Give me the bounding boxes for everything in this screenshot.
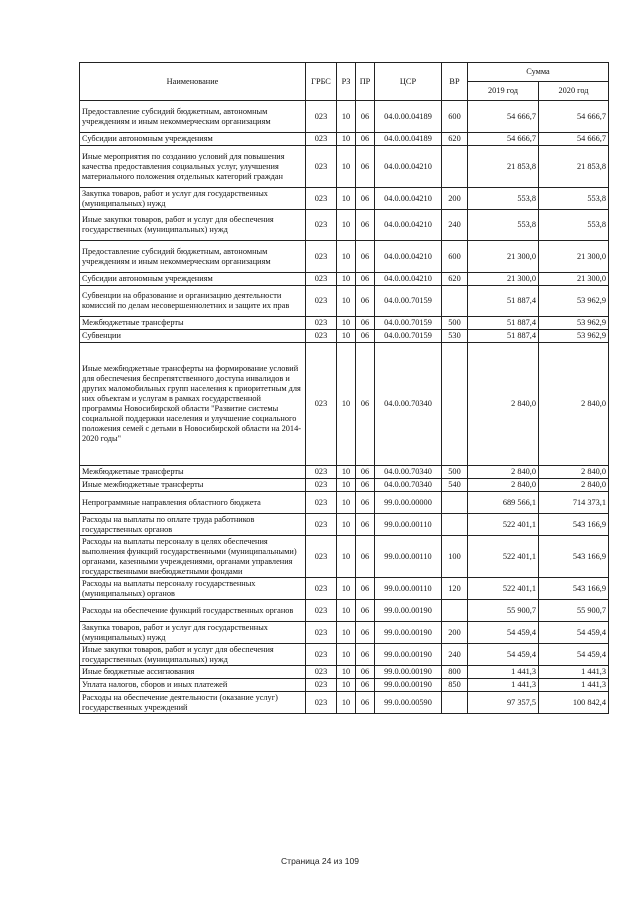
cell-name: Иные закупки товаров, работ и услуг для обеспечения государственных (муниципальных) нужд [80,210,306,241]
cell-rz: 10 [337,479,356,492]
cell-name: Иные межбюджетные трансферты [80,479,306,492]
cell-s2020: 2 840,0 [539,343,609,466]
cell-s2019: 21 853,8 [468,146,539,188]
table-row [80,343,609,466]
cell-pr: 06 [356,317,375,330]
cell-grbs: 023 [306,644,337,666]
cell-csr: 99.0.00.00190 [375,600,442,622]
header-name: Наименование [80,63,306,101]
table-row [80,133,609,146]
cell-grbs: 023 [306,146,337,188]
cell-csr: 04.0.00.70159 [375,286,442,317]
cell-s2019: 54 459,4 [468,644,539,666]
cell-s2019: 54 459,4 [468,622,539,644]
cell-s2020: 54 666,7 [539,101,609,133]
cell-vr [442,492,468,514]
cell-rz: 10 [337,514,356,536]
cell-s2020: 53 962,9 [539,317,609,330]
cell-pr: 06 [356,479,375,492]
cell-name: Субсидии автономным учреждениям [80,133,306,146]
cell-pr: 06 [356,330,375,343]
cell-s2020: 53 962,9 [539,330,609,343]
cell-grbs: 023 [306,679,337,692]
cell-vr [442,692,468,714]
cell-csr: 04.0.00.04189 [375,133,442,146]
cell-vr [442,514,468,536]
cell-s2020: 100 842,4 [539,692,609,714]
table-row [80,466,609,479]
cell-s2020: 2 840,0 [539,479,609,492]
cell-vr: 100 [442,536,468,578]
cell-grbs: 023 [306,133,337,146]
table-row [80,330,609,343]
cell-csr: 04.0.00.70340 [375,466,442,479]
cell-name: Субвенции на образование и организацию деятельности комиссий по делам несовершеннолетних и защите их прав [80,286,306,317]
cell-name: Межбюджетные трансферты [80,317,306,330]
header-2019: 2019 год [468,82,539,101]
table-row [80,578,609,600]
cell-s2020: 543 166,9 [539,536,609,578]
cell-s2019: 54 666,7 [468,133,539,146]
table-row [80,273,609,286]
cell-grbs: 023 [306,210,337,241]
cell-s2019: 54 666,7 [468,101,539,133]
cell-s2020: 543 166,9 [539,514,609,536]
table-row [80,241,609,273]
cell-csr: 04.0.00.70159 [375,317,442,330]
cell-csr: 04.0.00.04189 [375,101,442,133]
cell-name: Предоставление субсидий бюджетным, автономным учреждениям и иным некоммерческим организациям [80,241,306,273]
cell-s2019: 2 840,0 [468,479,539,492]
cell-s2020: 54 666,7 [539,133,609,146]
cell-csr: 99.0.00.00110 [375,578,442,600]
table-row [80,317,609,330]
cell-grbs: 023 [306,492,337,514]
table-row [80,286,609,317]
cell-s2020: 1 441,3 [539,679,609,692]
cell-grbs: 023 [306,536,337,578]
cell-s2020: 553,8 [539,188,609,210]
cell-s2019: 21 300,0 [468,241,539,273]
cell-pr: 06 [356,622,375,644]
cell-vr [442,146,468,188]
cell-vr: 600 [442,101,468,133]
cell-csr: 04.0.00.70159 [375,330,442,343]
cell-s2020: 553,8 [539,210,609,241]
cell-csr: 04.0.00.70340 [375,343,442,466]
cell-vr: 200 [442,188,468,210]
cell-rz: 10 [337,317,356,330]
header-pr: ПР [356,63,375,101]
cell-grbs: 023 [306,188,337,210]
cell-s2020: 2 840,0 [539,466,609,479]
table-row [80,644,609,666]
cell-csr: 04.0.00.04210 [375,273,442,286]
table-row [80,210,609,241]
header-grbs: ГРБС [306,63,337,101]
header-2020: 2020 год [539,82,609,101]
cell-grbs: 023 [306,466,337,479]
cell-csr: 04.0.00.04210 [375,146,442,188]
header-rz: РЗ [337,63,356,101]
cell-rz: 10 [337,578,356,600]
cell-name: Иные бюджетные ассигнования [80,666,306,679]
cell-name: Непрограммные направления областного бюджета [80,492,306,514]
table-row [80,536,609,578]
cell-csr: 04.0.00.04210 [375,241,442,273]
cell-s2019: 522 401,1 [468,578,539,600]
cell-grbs: 023 [306,241,337,273]
cell-name: Расходы на обеспечение деятельности (оказание услуг) государственных учреждений [80,692,306,714]
cell-name: Субсидии автономным учреждениям [80,273,306,286]
cell-csr: 99.0.00.00590 [375,692,442,714]
cell-s2020: 53 962,9 [539,286,609,317]
table-row [80,146,609,188]
table-row [80,492,609,514]
cell-grbs: 023 [306,622,337,644]
table-row [80,101,609,133]
table-row [80,600,609,622]
cell-vr: 540 [442,479,468,492]
cell-vr: 620 [442,133,468,146]
cell-csr: 99.0.00.00110 [375,514,442,536]
cell-grbs: 023 [306,666,337,679]
cell-vr: 500 [442,317,468,330]
cell-rz: 10 [337,622,356,644]
cell-name: Расходы на выплаты по оплате труда работников государственных органов [80,514,306,536]
cell-pr: 06 [356,679,375,692]
cell-csr: 99.0.00.00190 [375,622,442,644]
cell-grbs: 023 [306,343,337,466]
table-row [80,514,609,536]
cell-grbs: 023 [306,330,337,343]
cell-name: Предоставление субсидий бюджетным, автономным учреждениям и иным некоммерческим организациям [80,101,306,133]
cell-pr: 06 [356,600,375,622]
cell-vr: 240 [442,644,468,666]
cell-s2019: 553,8 [468,188,539,210]
cell-s2019: 97 357,5 [468,692,539,714]
cell-name: Расходы на выплаты персоналу в целях обеспечения выполнения функций государственными (муниципальными) органами, казенными учреждениями, органами управления государственными внебюджетными фондами [80,536,306,578]
cell-name: Уплата налогов, сборов и иных платежей [80,679,306,692]
cell-csr: 04.0.00.04210 [375,188,442,210]
cell-s2019: 1 441,3 [468,666,539,679]
cell-csr: 99.0.00.00110 [375,536,442,578]
cell-s2020: 714 373,1 [539,492,609,514]
cell-pr: 06 [356,188,375,210]
cell-s2019: 689 566,1 [468,492,539,514]
cell-rz: 10 [337,146,356,188]
cell-pr: 06 [356,343,375,466]
cell-rz: 10 [337,600,356,622]
cell-name: Иные мероприятия по созданию условий для повышения качества предоставления социальных услуг, улучшения материального положения отдельных категорий граждан [80,146,306,188]
cell-pr: 06 [356,146,375,188]
cell-rz: 10 [337,466,356,479]
cell-s2019: 51 887,4 [468,317,539,330]
cell-pr: 06 [356,273,375,286]
cell-name: Закупка товаров, работ и услуг для государственных (муниципальных) нужд [80,622,306,644]
cell-s2020: 54 459,4 [539,622,609,644]
cell-grbs: 023 [306,286,337,317]
cell-pr: 06 [356,286,375,317]
cell-vr: 600 [442,241,468,273]
cell-csr: 04.0.00.70340 [375,479,442,492]
cell-csr: 99.0.00.00190 [375,644,442,666]
cell-s2019: 21 300,0 [468,273,539,286]
budget-table [79,62,609,714]
cell-vr: 530 [442,330,468,343]
cell-s2020: 21 853,8 [539,146,609,188]
cell-grbs: 023 [306,692,337,714]
cell-rz: 10 [337,536,356,578]
cell-rz: 10 [337,273,356,286]
cell-pr: 06 [356,492,375,514]
cell-vr [442,343,468,466]
cell-vr [442,600,468,622]
cell-s2019: 2 840,0 [468,466,539,479]
cell-pr: 06 [356,101,375,133]
cell-pr: 06 [356,514,375,536]
cell-name: Субвенции [80,330,306,343]
cell-vr: 120 [442,578,468,600]
cell-pr: 06 [356,241,375,273]
cell-s2019: 51 887,4 [468,330,539,343]
cell-csr: 04.0.00.04210 [375,210,442,241]
cell-name: Расходы на выплаты персоналу государственных (муниципальных) органов [80,578,306,600]
header-csr: ЦСР [375,63,442,101]
table-row [80,666,609,679]
cell-s2020: 55 900,7 [539,600,609,622]
cell-rz: 10 [337,241,356,273]
cell-pr: 06 [356,692,375,714]
cell-grbs: 023 [306,514,337,536]
cell-vr: 500 [442,466,468,479]
cell-pr: 06 [356,666,375,679]
cell-rz: 10 [337,492,356,514]
cell-s2020: 1 441,3 [539,666,609,679]
cell-rz: 10 [337,666,356,679]
cell-grbs: 023 [306,578,337,600]
cell-name: Закупка товаров, работ и услуг для государственных (муниципальных) нужд [80,188,306,210]
header-sum: Сумма [468,63,609,82]
cell-vr: 620 [442,273,468,286]
cell-pr: 06 [356,578,375,600]
cell-rz: 10 [337,286,356,317]
cell-rz: 10 [337,133,356,146]
cell-s2019: 522 401,1 [468,536,539,578]
cell-rz: 10 [337,101,356,133]
cell-grbs: 023 [306,273,337,286]
cell-grbs: 023 [306,600,337,622]
cell-name: Иные закупки товаров, работ и услуг для обеспечения государственных (муниципальных) нужд [80,644,306,666]
cell-name: Межбюджетные трансферты [80,466,306,479]
cell-grbs: 023 [306,317,337,330]
table-body [80,101,609,714]
cell-s2020: 21 300,0 [539,241,609,273]
table-row [80,622,609,644]
cell-vr: 240 [442,210,468,241]
cell-name: Расходы на обеспечение функций государственных органов [80,600,306,622]
cell-rz: 10 [337,188,356,210]
table-row [80,479,609,492]
cell-s2019: 522 401,1 [468,514,539,536]
cell-s2019: 2 840,0 [468,343,539,466]
header-vr: ВР [442,63,468,101]
table-row [80,188,609,210]
cell-rz: 10 [337,330,356,343]
cell-vr [442,286,468,317]
cell-grbs: 023 [306,479,337,492]
cell-grbs: 023 [306,101,337,133]
cell-rz: 10 [337,692,356,714]
table-row [80,692,609,714]
page-number: Страница 24 из 109 [281,856,359,866]
cell-vr: 200 [442,622,468,644]
cell-s2019: 1 441,3 [468,679,539,692]
cell-pr: 06 [356,536,375,578]
cell-vr: 850 [442,679,468,692]
cell-s2019: 55 900,7 [468,600,539,622]
cell-csr: 99.0.00.00190 [375,679,442,692]
cell-s2019: 51 887,4 [468,286,539,317]
cell-s2020: 543 166,9 [539,578,609,600]
cell-csr: 99.0.00.00000 [375,492,442,514]
cell-s2020: 54 459,4 [539,644,609,666]
cell-rz: 10 [337,343,356,466]
cell-rz: 10 [337,679,356,692]
cell-s2020: 21 300,0 [539,273,609,286]
cell-vr: 800 [442,666,468,679]
cell-pr: 06 [356,466,375,479]
cell-pr: 06 [356,644,375,666]
cell-pr: 06 [356,133,375,146]
cell-csr: 99.0.00.00190 [375,666,442,679]
table-row [80,679,609,692]
cell-pr: 06 [356,210,375,241]
cell-rz: 10 [337,644,356,666]
cell-s2019: 553,8 [468,210,539,241]
cell-rz: 10 [337,210,356,241]
cell-name: Иные межбюджетные трансферты на формирование условий для обеспечения беспрепятственного доступа инвалидов и других маломобильных групп населения к приоритетным для них объектам и услугам в рамках государственной программы Новосибирской области "Развитие системы социальной поддержки населения и улучшение социального положения семей с детьми в Новосибирской области на 2014-2020 годы" [80,343,306,466]
